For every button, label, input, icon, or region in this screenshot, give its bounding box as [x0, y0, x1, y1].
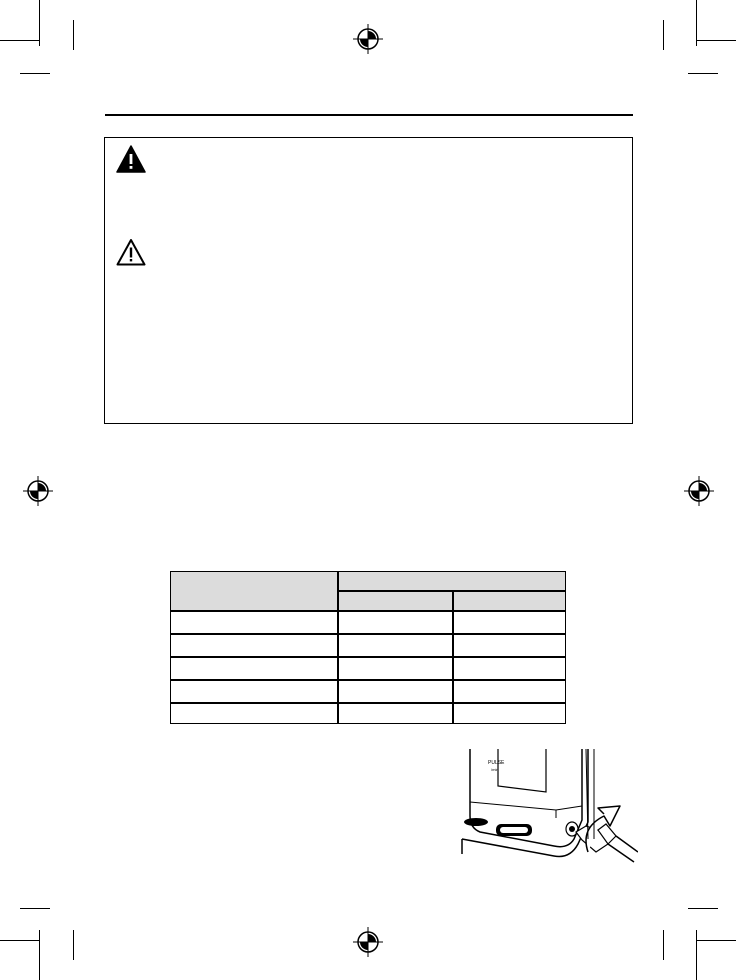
warning-box — [104, 137, 633, 424]
crop-mark — [0, 40, 40, 41]
table-row — [171, 703, 565, 723]
table-header-sub — [338, 591, 452, 611]
table-row — [171, 611, 565, 634]
crop-mark — [663, 20, 664, 50]
crop-mark — [20, 73, 50, 74]
device-sublabel: /min — [491, 767, 499, 772]
header-rule — [105, 114, 633, 116]
table-divider — [171, 679, 565, 681]
filled-warning-triangle-icon — [116, 145, 146, 173]
crop-mark — [663, 930, 664, 960]
table-row — [171, 634, 565, 657]
table-row — [171, 680, 565, 703]
crop-mark — [0, 940, 40, 941]
outline-warning-triangle-icon — [116, 238, 146, 266]
crop-mark — [73, 930, 74, 960]
crop-mark — [20, 908, 50, 909]
crop-mark — [688, 908, 718, 909]
table-divider — [171, 656, 565, 658]
crop-mark — [696, 930, 697, 980]
crop-mark — [688, 73, 718, 74]
device-label: PULSE — [488, 760, 505, 766]
registration-target-icon — [684, 476, 714, 506]
table-divider — [171, 702, 565, 704]
table-divider — [171, 610, 565, 612]
table-header-group — [338, 572, 565, 590]
crop-mark — [696, 940, 736, 941]
device-adapter-connection-illustration — [458, 744, 638, 864]
crop-mark — [696, 40, 736, 41]
table-divider — [452, 590, 454, 723]
crop-mark — [73, 20, 74, 50]
registration-target-icon — [353, 927, 383, 957]
table-header-sub — [453, 591, 565, 611]
table-divider — [171, 633, 565, 635]
table-row — [171, 657, 565, 680]
registration-target-icon — [353, 24, 383, 54]
registration-target-icon — [23, 476, 53, 506]
table-header-main — [171, 572, 338, 611]
table-divider — [337, 572, 339, 723]
crop-mark — [39, 930, 40, 980]
spec-table — [170, 571, 566, 724]
